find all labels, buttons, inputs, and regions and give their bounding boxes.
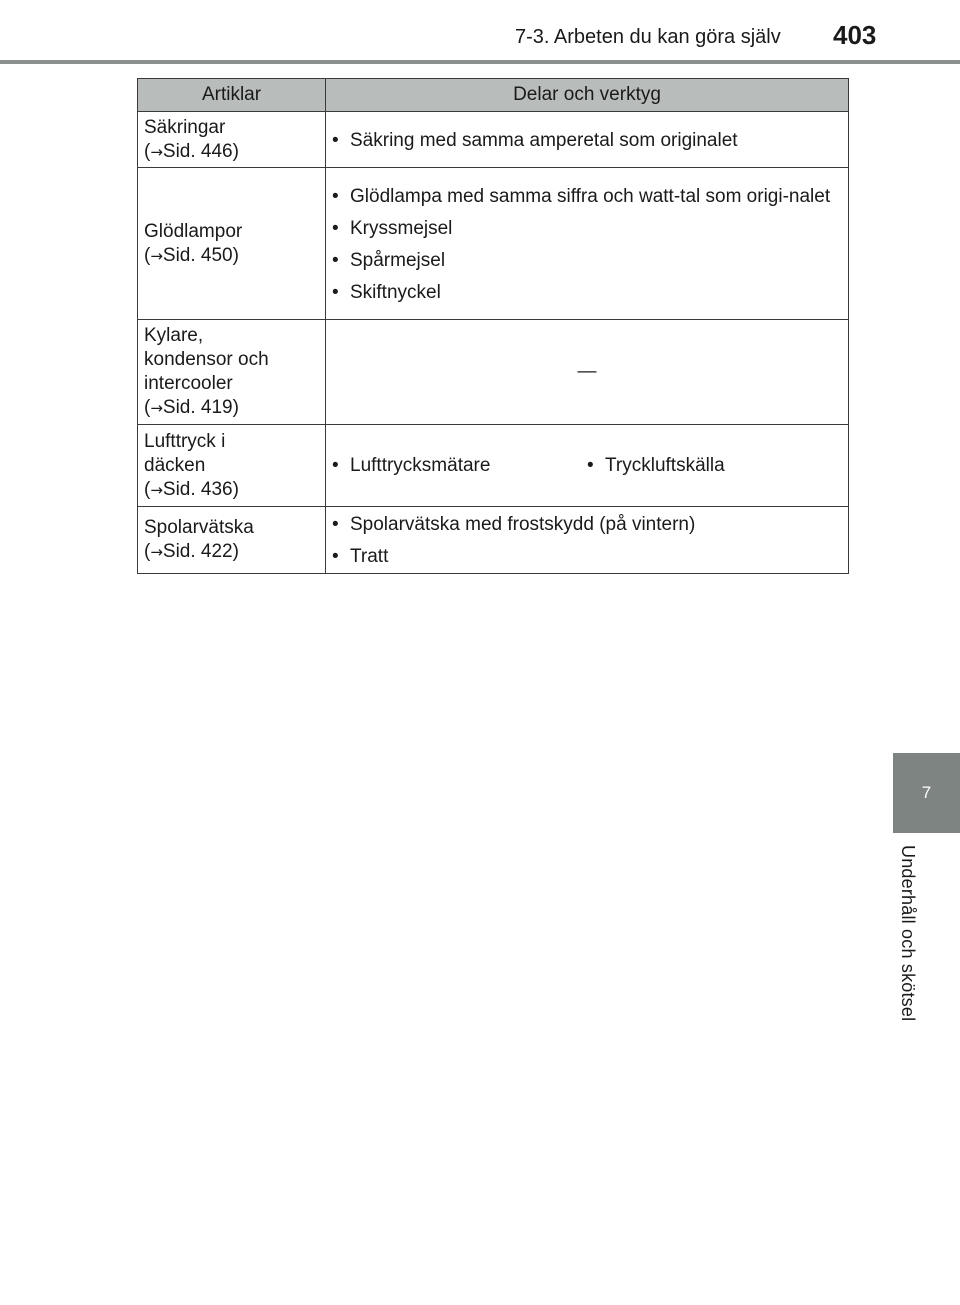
- column-header-items: Artiklar: [138, 79, 326, 112]
- item-name-line: däcken: [144, 454, 206, 476]
- list-item: • Glödlampa med samma siffra och watt-tal som origi-nalet: [332, 185, 831, 207]
- section-title: 7-3. Arbeten du kan göra själv: [515, 26, 781, 48]
- list-item: • Spolarvätska med frostskydd (på vintern): [332, 514, 696, 535]
- item-name: Spolarvätska: [144, 517, 254, 538]
- bullet-icon: •: [332, 281, 339, 303]
- item-name-line: kondensor och: [144, 349, 269, 370]
- chapter-tab: [893, 753, 960, 833]
- tools-cell: [326, 112, 849, 168]
- list-item: • Skiftnyckel: [332, 281, 441, 303]
- item-name: Glödlampor: [144, 220, 243, 242]
- item-name-line: Kylare,: [144, 325, 204, 346]
- list-item: • Spårmejsel: [332, 249, 446, 271]
- table-row: [138, 112, 849, 168]
- chapter-title: Underhåll och skötsel: [898, 845, 918, 1022]
- arrow-icon: →: [150, 142, 163, 161]
- bullet-icon: •: [587, 454, 594, 476]
- tools-cell: [326, 425, 849, 507]
- list-item: • Kryssmejsel: [332, 217, 453, 239]
- page-reference: (→Sid. 422): [144, 541, 239, 562]
- arrow-icon: →: [150, 543, 163, 561]
- item-name: Säkringar: [144, 116, 226, 138]
- page-number: 403: [833, 20, 877, 50]
- table-row: [138, 320, 849, 425]
- page-reference: (→Sid. 419): [144, 397, 239, 418]
- bullet-icon: •: [332, 129, 339, 151]
- arrow-icon: →: [150, 399, 163, 417]
- arrow-icon: →: [150, 246, 163, 265]
- bullet-icon: •: [332, 514, 339, 535]
- item-cell: [138, 320, 326, 425]
- table-row: [138, 168, 849, 320]
- list-item: • Tratt: [332, 546, 389, 567]
- tools-cell: [326, 168, 849, 320]
- page-reference: (→Sid. 446): [144, 140, 239, 162]
- table-header-row: [138, 79, 849, 112]
- column-header-tools: Delar och verktyg: [326, 79, 849, 112]
- table-row: [138, 425, 849, 507]
- arrow-icon: →: [150, 480, 163, 499]
- bullet-icon: •: [332, 546, 339, 567]
- bullet-icon: •: [332, 185, 339, 207]
- header-rule: [0, 60, 960, 64]
- item-cell: [138, 168, 326, 320]
- page-reference: (→Sid. 450): [144, 244, 239, 266]
- item-name-line: intercooler: [144, 373, 233, 394]
- list-item: • Lufttrycksmätare: [332, 454, 491, 476]
- page-reference: (→Sid. 436): [144, 478, 239, 500]
- item-cell: [138, 425, 326, 507]
- bullet-icon: •: [332, 249, 339, 271]
- table-row: [138, 507, 849, 574]
- item-cell: [138, 507, 326, 574]
- list-item: • Tryckluftskälla: [587, 454, 725, 476]
- bullet-icon: •: [332, 454, 339, 476]
- chapter-number: 7: [921, 783, 932, 802]
- list-item: • Säkring med samma amperetal som originalet: [332, 129, 738, 151]
- tools-cell: [326, 507, 849, 574]
- item-name-line: Lufttryck i: [144, 430, 226, 452]
- no-tools-dash: —: [577, 361, 597, 382]
- item-cell: [138, 112, 326, 168]
- tools-cell: [326, 320, 849, 425]
- bullet-icon: •: [332, 217, 339, 239]
- parts-table: [137, 78, 849, 574]
